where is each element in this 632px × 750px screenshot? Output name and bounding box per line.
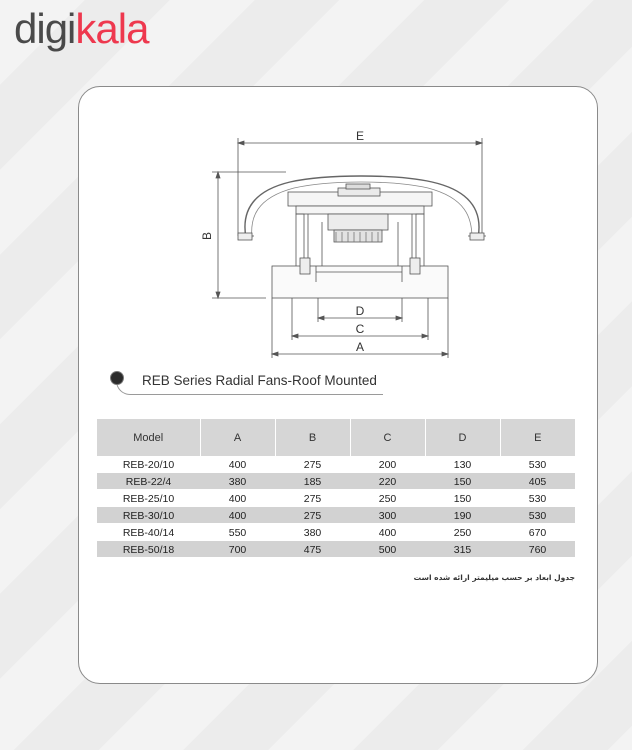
header-a: A <box>200 419 275 456</box>
cell-a: 400 <box>200 456 275 473</box>
cell-a: 550 <box>200 524 275 541</box>
cell-e: 405 <box>500 473 575 490</box>
cell-c: 220 <box>350 473 425 490</box>
cell-e: 760 <box>500 541 575 558</box>
table-row <box>97 524 575 541</box>
logo-text-kala: kala <box>75 5 149 52</box>
fan-technical-drawing <box>196 126 496 360</box>
cell-c: 400 <box>350 524 425 541</box>
cell-d: 315 <box>425 541 500 558</box>
cell-e: 670 <box>500 524 575 541</box>
cell-b: 185 <box>275 473 350 490</box>
section-title: REB Series Radial Fans-Roof Mounted <box>142 373 377 388</box>
cell-d: 130 <box>425 456 500 473</box>
table-row <box>97 456 575 473</box>
cell-b: 275 <box>275 456 350 473</box>
table-row <box>97 541 575 558</box>
cell-model: REB-30/10 <box>97 507 200 524</box>
logo-text-digi: digi <box>14 5 76 52</box>
cell-c: 250 <box>350 490 425 507</box>
header-d: D <box>425 419 500 456</box>
cell-d: 190 <box>425 507 500 524</box>
cell-b: 380 <box>275 524 350 541</box>
dim-label-d: D <box>355 304 365 318</box>
cell-model: REB-20/10 <box>97 456 200 473</box>
cell-b: 475 <box>275 541 350 558</box>
cell-d: 150 <box>425 473 500 490</box>
section-title-row <box>106 366 406 396</box>
cell-c: 500 <box>350 541 425 558</box>
cell-model: REB-40/14 <box>97 524 200 541</box>
dim-label-a: A <box>355 340 365 354</box>
table-row <box>97 473 575 490</box>
digikala-logo[interactable] <box>14 4 148 54</box>
header-b: B <box>275 419 350 456</box>
table-footnote: جدول ابعاد بر حسب میلیمتر ارائه شده است <box>413 573 575 582</box>
dimensions-table <box>97 419 575 558</box>
cell-a: 400 <box>200 507 275 524</box>
cell-model: REB-22/4 <box>97 473 200 490</box>
cell-d: 150 <box>425 490 500 507</box>
cell-c: 200 <box>350 456 425 473</box>
dim-label-e: E <box>355 129 365 143</box>
cell-a: 700 <box>200 541 275 558</box>
cell-a: 380 <box>200 473 275 490</box>
cell-b: 275 <box>275 490 350 507</box>
cell-e: 530 <box>500 490 575 507</box>
bullet-dot-icon <box>110 371 124 385</box>
header-c: C <box>350 419 425 456</box>
cell-model: REB-50/18 <box>97 541 200 558</box>
cell-e: 530 <box>500 507 575 524</box>
cell-model: REB-25/10 <box>97 490 200 507</box>
cell-c: 300 <box>350 507 425 524</box>
cell-d: 250 <box>425 524 500 541</box>
cell-e: 530 <box>500 456 575 473</box>
header-model: Model <box>97 419 200 456</box>
table-row <box>97 507 575 524</box>
table-row <box>97 490 575 507</box>
dim-label-b: B <box>200 231 214 241</box>
cell-a: 400 <box>200 490 275 507</box>
table-header-row <box>97 419 575 456</box>
dim-label-c: C <box>355 322 365 336</box>
header-e: E <box>500 419 575 456</box>
cell-b: 275 <box>275 507 350 524</box>
